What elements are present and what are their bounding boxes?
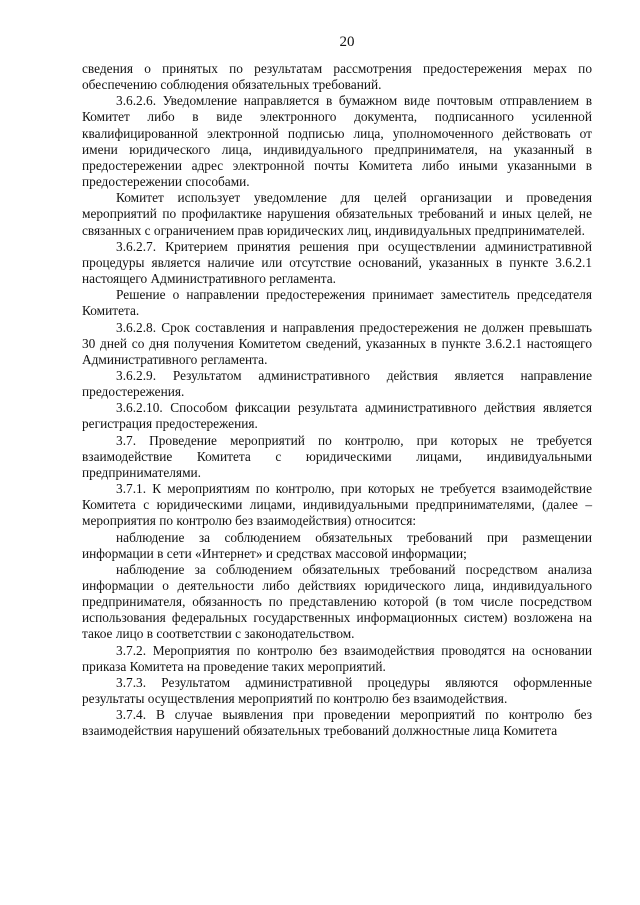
paragraph-3-6-2-10: 3.6.2.10. Способом фиксации результата административного действия является регистрация предостережения. xyxy=(82,400,592,432)
paragraph-3-6-2-8: 3.6.2.8. Срок составления и направления предостережения не должен превышать 30 дней со дня получения Комитетом сведений, указанных в пункте 3.6.2.1 настоящего Административного регламента. xyxy=(82,319,592,367)
paragraph-3-7-2: 3.7.2. Мероприятия по контролю без взаимодействия проводятся на основании приказа Комитета на проведение таких мероприятий. xyxy=(82,642,592,674)
paragraph-3-7-1: 3.7.1. К мероприятиям по контролю, при которых не требуется взаимодействие Комитета с юридическими лицами, индивидуальными предпринимателями, (далее – мероприятия по контролю без взаимодействия) относится: xyxy=(82,481,592,529)
paragraph-observation-internet: наблюдение за соблюдением обязательных требований при размещении информации в сети «Интернет» и средствах массовой информации; xyxy=(82,529,592,561)
paragraph-3-6-2-7: 3.6.2.7. Критерием принятия решения при осуществлении административной процедуры является наличие или отсутствие оснований, указанных в пункте 3.6.2.1 настоящего Административного регламента. xyxy=(82,238,592,287)
page-number: 20 xyxy=(339,34,355,50)
paragraph-3-7-4: 3.7.4. В случае выявления при проведении мероприятий по контролю без взаимодействия нарушений обязательных требований должностные лица Комитета xyxy=(82,707,592,739)
paragraph-3-7-3: 3.7.3. Результатом административной процедуры являются оформленные результаты осуществления мероприятий по контролю без взаимодействия. xyxy=(82,674,592,707)
paragraph-continuation: сведения о принятых по результатам рассмотрения предостережения мерах по обеспечению соблюдения обязательных требований. xyxy=(82,61,592,93)
paragraph-3-6-2-6: 3.6.2.6. Уведомление направляется в бумажном виде почтовым отправлением в Комитет либо в виде электронного документа, подписанного усиленной квалифицированной электронной подписью лица, уполномоченного действовать от имени юридического лица, индивидуального предпринимателя, на указанный в предостережении адрес электронной почты Комитета либо иными указанными в предостережении способами. xyxy=(82,93,592,190)
paragraph-notification-use: Комитет использует уведомление для целей организации и проведения мероприятий по профилактике нарушения обязательных требований и иных целей, не связанных с ограничением прав юридических лиц, индивидуальных предпринимателей. xyxy=(82,190,592,238)
paragraph-observation-analysis: наблюдение за соблюдением обязательных требований посредством анализа информации о деятельности либо действиях юридического лица, индивидуального предпринимателя, обязанность по представлению которой (в том числе посредством использования федеральных государственных информационных систем) возложена на такое лицо в соответствии с законодательством. xyxy=(82,561,592,642)
paragraph-3-7: 3.7. Проведение мероприятий по контролю, при которых не требуется взаимодействие Комитета с юридическими лицами, индивидуальными предпринимателями. xyxy=(82,432,592,480)
document-body xyxy=(82,61,592,740)
paragraph-3-6-2-9: 3.6.2.9. Результатом административного действия является направление предостережения. xyxy=(82,367,592,400)
paragraph-decision: Решение о направлении предостережения принимает заместитель председателя Комитета. xyxy=(82,287,592,319)
